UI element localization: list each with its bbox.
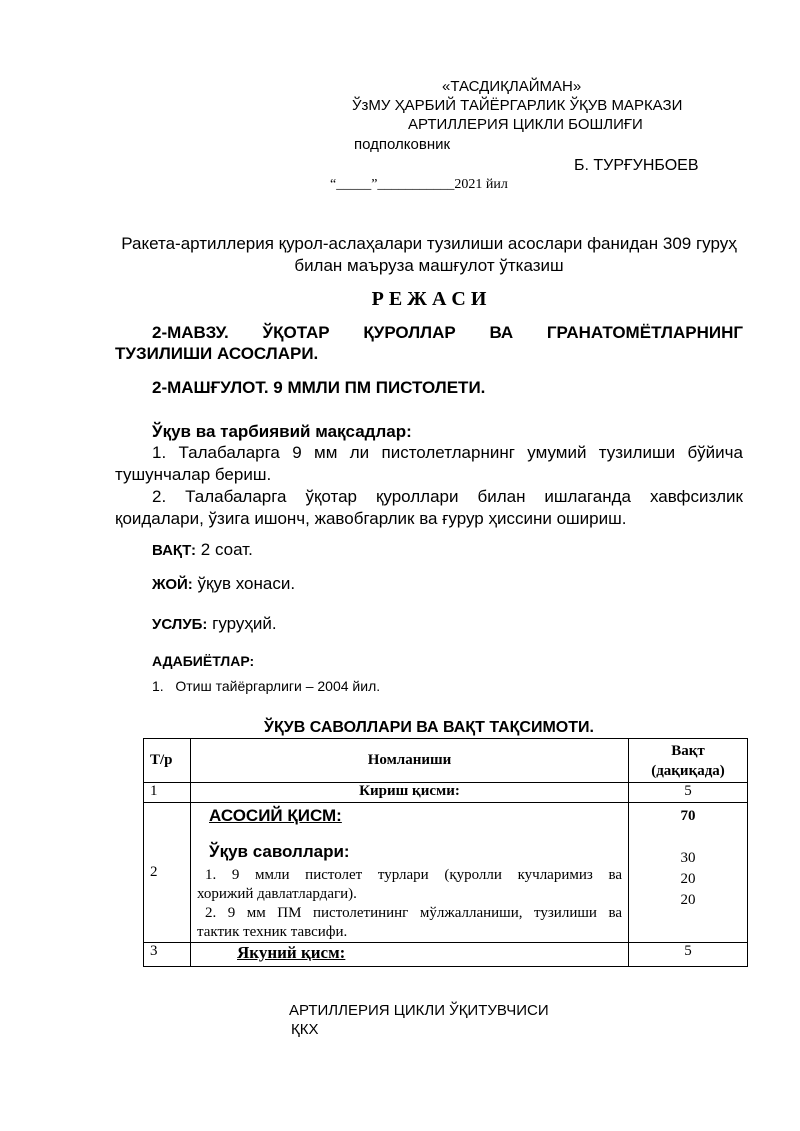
footer-line1: АРТИЛЛЕРИЯ ЦИКЛИ ЎҚИТУВЧИСИ: [289, 1002, 549, 1019]
literature-item: 1. Отиш тайёргарлиги – 2004 йил.: [152, 678, 381, 694]
goal-1-line1: 1. Талабаларга 9 мм ли пистолетларнинг умумий тузилиши бўйича: [152, 443, 743, 462]
question-1-line1: 1. 9 ммли пистолет турлари (қуролли кучларимиз ва: [205, 867, 622, 883]
row3-num: 3: [144, 943, 191, 967]
header-time: [629, 739, 748, 783]
goal-2-line1: 2. Талабаларга ўқотар қуроллари билан ишлаганда хавфсизлик: [152, 487, 743, 506]
row1-name: Кириш қисми:: [191, 783, 629, 803]
row2-section: АСОСИЙ ҚИСМ:: [209, 806, 342, 825]
approval-heading: «ТАСДИҚЛАЙМАН»: [442, 78, 582, 95]
row2-section-time: 70: [680, 808, 696, 824]
row2-times: [629, 803, 748, 943]
row1-time: 5: [629, 783, 748, 803]
time-line: [152, 540, 253, 560]
literature-heading: АДАБИЁТЛАР:: [152, 653, 255, 669]
row3-name: Якуний қисм:: [191, 943, 629, 967]
lesson-title: 2-МАШҒУЛОТ. 9 ММЛИ ПМ ПИСТОЛЕТИ.: [152, 378, 486, 397]
table-row: [144, 783, 748, 803]
header-time-line1: Вақт: [671, 742, 705, 759]
row2-questions-heading: Ўқув саволлари:: [209, 842, 350, 861]
row2-time-1: 30: [680, 850, 696, 866]
method-line: [152, 614, 277, 634]
question-1-line2: хорижий давлатлардаги).: [197, 886, 357, 902]
footer-line2: ҚКХ: [291, 1021, 319, 1038]
goal-2-line2: қоидалари, ўзига ишонч, жавобгарлик ва ғурур ҳиссини ошириш.: [115, 509, 627, 528]
place-value: ўқув хонаси.: [192, 574, 296, 593]
table-row: [144, 803, 748, 943]
header-name: Номланиши: [191, 739, 629, 783]
approval-rank: подполковник: [354, 136, 451, 153]
place-line: [152, 574, 295, 594]
schedule-table: [143, 738, 748, 967]
intro-line2: билан маъруза машғулот ўтказиш: [294, 256, 564, 275]
row1-num: 1: [144, 783, 191, 803]
time-value: 2 соат.: [196, 540, 253, 559]
row2-questions: [197, 866, 622, 942]
approval-date: “_____”___________2021 йил: [330, 177, 508, 192]
document-title: Р Е Ж А С И: [371, 288, 487, 310]
row2-num: 2: [144, 803, 191, 943]
topic-line2: ТУЗИЛИШИ АСОСЛАРИ.: [115, 344, 319, 363]
question-2-line2: тактик техник тавсифи.: [197, 924, 348, 940]
approval-name: Б. ТУРҒУНБОЕВ: [574, 157, 699, 174]
approval-org-line1: ЎзМУ ҲАРБИЙ ТАЙЁРГАРЛИК ЎҚУВ МАРКАЗИ: [352, 97, 683, 114]
row3-time: 5: [629, 943, 748, 967]
goals-heading: Ўқув ва тарбиявий мақсадлар:: [152, 422, 412, 441]
time-label: ВАҚТ:: [152, 542, 197, 559]
method-label: УСЛУБ:: [152, 616, 208, 633]
row2-content: [191, 803, 629, 943]
goal-1-line2: тушунчалар бериш.: [115, 465, 272, 484]
method-value: гуруҳий.: [207, 614, 277, 633]
question-2-line1: 2. 9 мм ПМ пистолетининг мўлжалланиши, тузилиши ва: [205, 905, 622, 921]
row2-time-3: 20: [680, 892, 696, 908]
place-label: ЖОЙ:: [152, 576, 193, 593]
topic-line1: 2-МАВЗУ. ЎҚОТАР ҚУРОЛЛАР ВА ГРАНАТОМЁТЛАРНИНГ: [152, 323, 743, 342]
intro-line1: Ракета-артиллерия қурол-аслаҳалари тузилиши асослари фанидан 309 гуруҳ: [121, 234, 737, 253]
header-num: Т/р: [144, 739, 191, 783]
row2-time-2: 20: [680, 871, 696, 887]
table-header-row: [144, 739, 748, 783]
header-time-line2: (дақиқада): [651, 762, 725, 779]
schedule-title: ЎҚУВ САВОЛЛАРИ ВА ВАҚТ ТАҚСИМОТИ.: [264, 719, 594, 736]
table-row: [144, 943, 748, 967]
approval-org-line2: АРТИЛЛЕРИЯ ЦИКЛИ БОШЛИҒИ: [408, 116, 643, 133]
